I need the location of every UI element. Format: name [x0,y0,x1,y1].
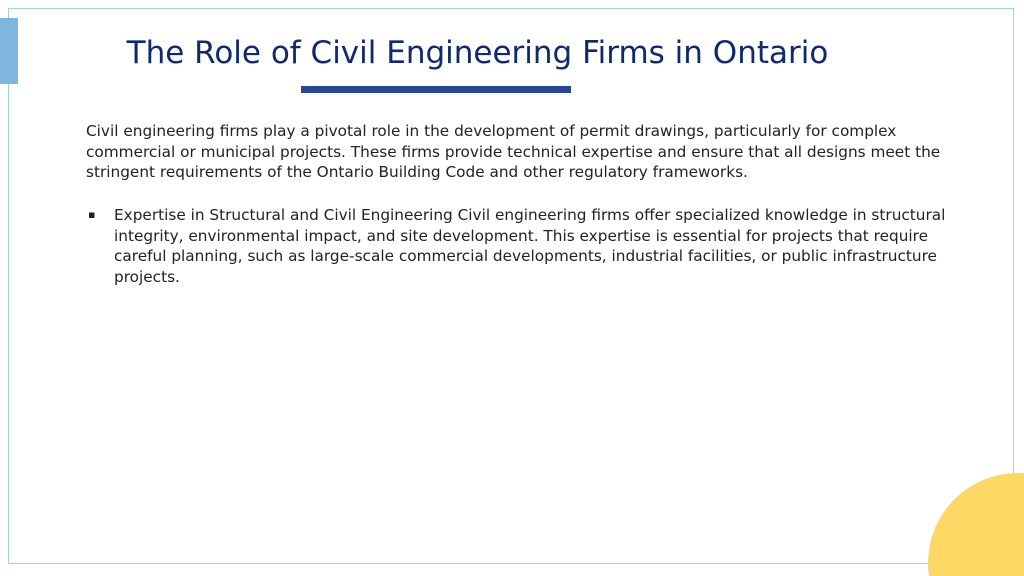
square-bullet-icon: ▪ [88,208,96,221]
bullet-item [86,205,956,287]
bullet-list [86,205,956,287]
intro-paragraph: Civil engineering firms play a pivotal role in the development of permit drawings, particularly for complex commercial or municipal projects. These firms provide technical expertise and ensure that all designs meet the stringent requirements of the Ontario Building Code and other regulatory frameworks. [86,122,941,182]
slide-title: The Role of Civil Engineering Firms in Ontario [126,35,829,71]
title-underline [301,86,571,93]
bullet-text: Expertise in Structural and Civil Engineering Civil engineering firms offer specialized knowledge in structural integrity, environmental impact, and site development. This expertise is essential for projects that require careful planning, such as large-scale commercial developments, industrial facilities, or public infrastructure projects. [114,206,946,286]
